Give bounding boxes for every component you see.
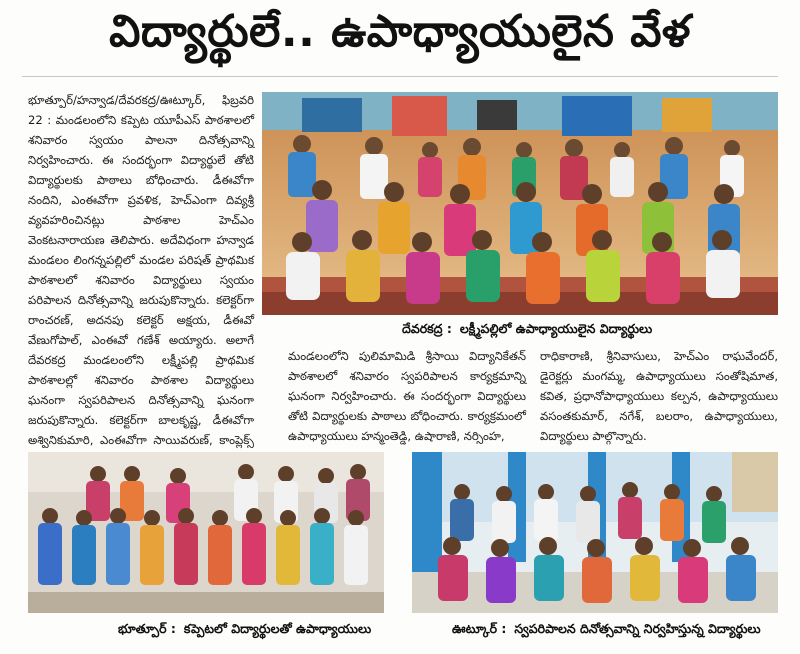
headline-divider bbox=[22, 76, 778, 77]
top-photo-caption-place: దేవరకద్ర : bbox=[402, 320, 452, 336]
bottom-right-photo-caption bbox=[452, 618, 761, 642]
article-right-column bbox=[540, 346, 778, 446]
article-middle-text: మండలంలోని పులిమామిడి శ్రీసాయి విద్యానికేతన్ పాఠశాలలో శనివారం స్వపరిపాలన కార్యక్రమాన్ని ఘనంగా నిర్వహించారు. ఈ సందర్భంగా విద్యార్థులు తోటి విద్యార్థులకు పాఠాలు బోధించారు. కార్యక్రమంలో ఉపాధ్యాయులు హన్మంతెడ్డి, ఉషారాణి, నర్సింహ, bbox=[288, 349, 526, 443]
top-photo-caption bbox=[402, 318, 652, 342]
bottom-right-group-photo bbox=[412, 452, 778, 613]
article-middle-column bbox=[288, 346, 526, 446]
bottom-right-caption-text: స్వపరిపాలన దినోత్సవాన్ని నిర్వహిస్తున్న విద్యార్థులు bbox=[514, 620, 761, 636]
headline: విద్యార్థులే.. ఉపాధ్యాయులైన వేళ bbox=[109, 6, 691, 57]
bottom-left-group-photo bbox=[28, 452, 384, 613]
bottom-left-caption-place: భూత్పూర్ : bbox=[118, 620, 176, 636]
top-group-photo bbox=[262, 92, 778, 315]
article-right-text: రాధికారాణి, శ్రీనివాసులు, హెచ్‌ఎం రాఘవేందర్, డైరెక్టర్లు మంగమ్మ, ఉపాధ్యాయులు సంతోషిమాత, కవిత, ప్రధానోపాధ్యాయులు కల్పన, ఉపాధ్యాయులు వసంతకుమార్, నగేశ్, బలరాం, ఉపాధ్యాయులు, విద్యార్థులు పాల్గొన్నారు. bbox=[540, 349, 778, 443]
bottom-left-photo-caption bbox=[118, 618, 371, 642]
bottom-left-caption-text: కప్పెటలో విద్యార్థులతో ఉపాధ్యాయులు bbox=[183, 620, 372, 636]
bottom-right-caption-place: ఊట్కూర్ : bbox=[452, 620, 507, 636]
top-photo-caption-text: లక్ష్మీపల్లిలో ఉపాధ్యాయులైన విద్యార్థులు bbox=[459, 320, 653, 336]
article-left-text: భూత్పూర్/హన్వాడ/దేవరకద్ర/ఊట్కూర్, ఫిబ్రవరి 22 : మండలంలోని కప్పెట యూపీఎస్ పాఠశాలలో శనివారం స్వయం పాలనా దినోత్సవాన్ని నిర్వహించారు. ఈ సందర్భంగా విద్యార్థులే తోటి విద్యార్థులకు పాఠాలు బోధించారు. డీఈవోగా నందిని, ఎంఈవోగా ప్రవళిక, హెచ్‌ఎంగా దివ్యశ్రీ వ్యవహరించినట్లు పాఠశాల హెచ్‌ఎం వెంకటనారాయణ తెలిపారు. అదేవిధంగా హన్వాడ మండలం లింగన్నపల్లిలో మండల పరిషత్ ప్రాథమిక పాఠశాలలో శనివారం విద్యార్థులు స్వయం పరిపాలన దినోత్సవాన్ని జరుపుకొన్నారు. కలెక్టర్‌గా రాంచరణ్, అదనపు కలెక్టర్ అక్షయ, డీఈవో వేణుగోపాల్, ఎంఈవో గణేశ్ అయ్యారు. అలాగే దేవరకద్ర మండలంలోని లక్ష్మీపల్లి ప్రాథమిక పాఠశాలల్లో శనివారం పాఠశాల విద్యార్థులు ఘనంగా స్వపరిపాలన దినోత్సవాన్ని ఘనంగా జరుపుకొన్నారు. కలెక్టర్‌గా బాలకృష్ణ, డీఈవోగా అశ్వినికుమారి, ఎంఈవోగా సాయివరుణ్, కాంప్లెక్స్ bbox=[28, 93, 254, 447]
article-left-column bbox=[28, 90, 254, 448]
